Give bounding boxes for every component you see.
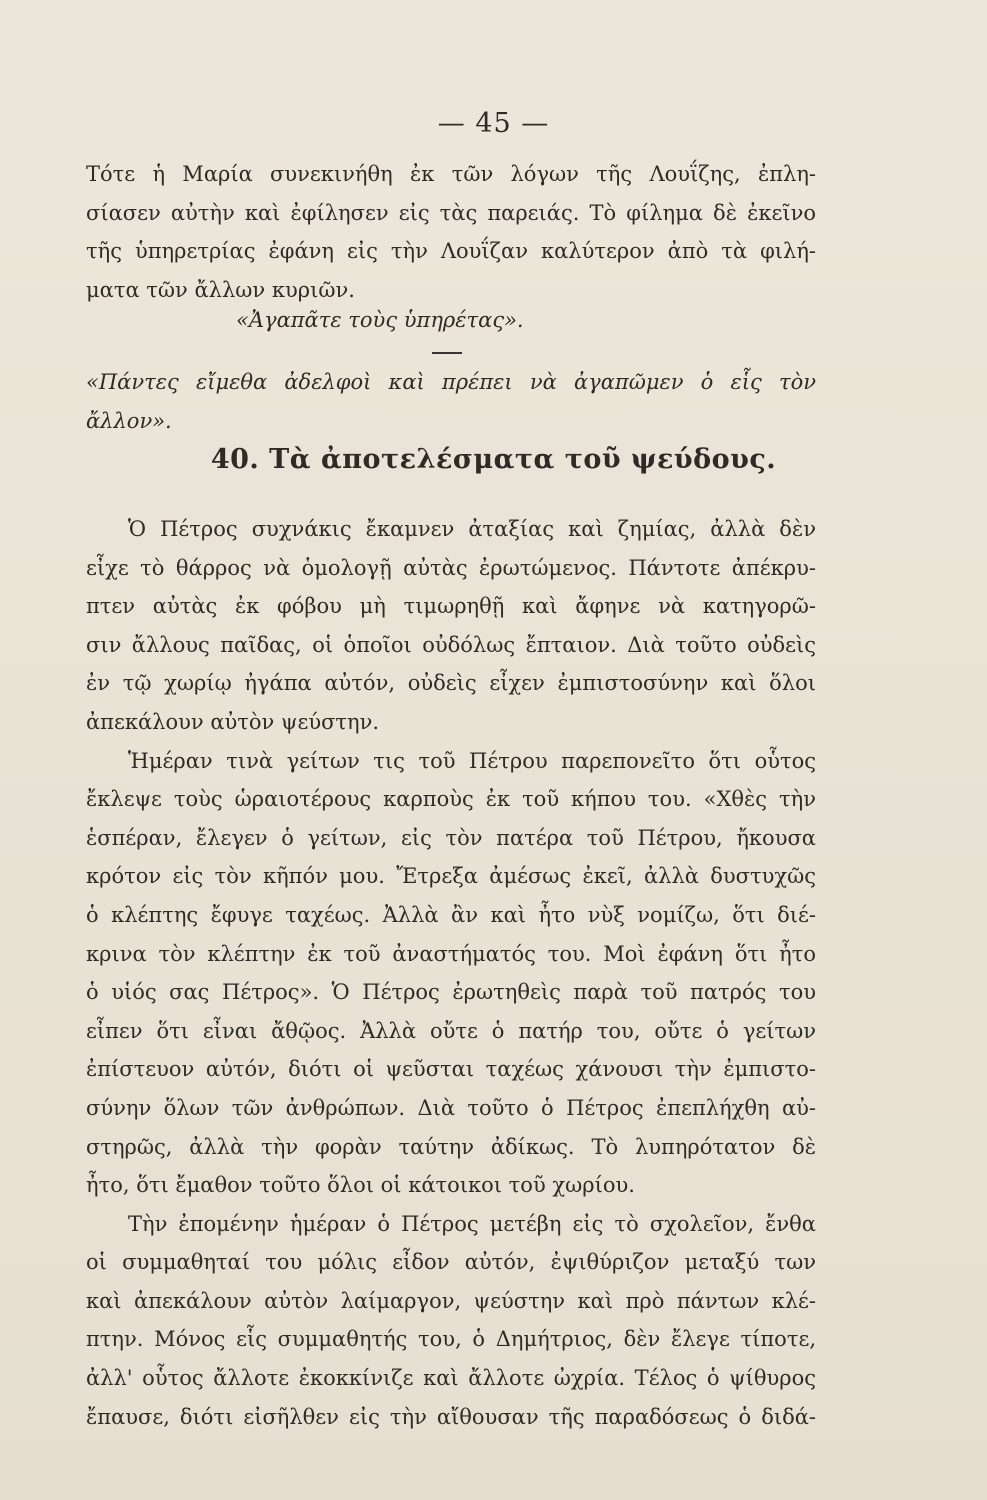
text-line: πτεν αὐτὰς ἐκ φόβου μὴ τιμωρηθῇ καὶ ἄφηνε νὰ κατηγορῶ-: [86, 594, 816, 619]
text-line: Ὁ Πέτρος συχνάκις ἔκαμνεν ἀταξίας καὶ ζημίας, ἀλλὰ δὲν: [128, 517, 816, 541]
text-line: ἦτο, ὅτι ἔμαθον τοῦτο ὅλοι οἱ κάτοικοι τοῦ χωρίου.: [86, 1173, 635, 1198]
text-line: ὁ υἱός σας Πέτρος». Ὁ Πέτρος ἐρωτηθεὶς παρὰ τοῦ πατρός του: [86, 980, 816, 1005]
section-heading: 40. Τὰ ἀποτελέσματα τοῦ ψεύδους.: [210, 444, 777, 475]
text-line: ἔκλεψε τοὺς ὡραιοτέρους καρποὺς ἐκ τοῦ κήπου του. «Χθὲς τὴν: [86, 787, 816, 812]
page-number: — 45 —: [437, 108, 550, 139]
text-line: εἶπεν ὅτι εἶναι ἄθῷος. Ἀλλὰ οὔτε ὁ πατήρ του, οὔτε ὁ γείτων: [86, 1018, 816, 1043]
text-line: σύνην ὅλων τῶν ἀνθρώπων. Διὰ τοῦτο ὁ Πέτρος ἐπεπλήχθη αὐ-: [86, 1095, 816, 1120]
text-line: Τότε ἡ Μαρία συνεκινήθη ἐκ τῶν λόγων τῆς Λουΐζης, ἐπλη-: [86, 162, 816, 186]
text-line: ἔπαυσε, διότι εἰσῆλθεν εἰς τὴν αἴθουσαν τῆς παραδόσεως ὁ διδά-: [86, 1404, 816, 1429]
text-line: εἶχε τὸ θάρρος νὰ ὁμολογῇ αὐτὰς ἐρωτώμενος. Πάντοτε ἀπέκρυ-: [86, 555, 816, 580]
text-line: πτην. Μόνος εἷς συμμαθητής του, ὁ Δημήτριος, δὲν ἔλεγε τίποτε,: [86, 1327, 816, 1352]
text-line: Ἡμέραν τινὰ γείτων τις τοῦ Πέτρου παρεπονεῖτο ὅτι οὗτος: [128, 748, 816, 773]
paragraph-1: [86, 155, 816, 309]
motto-text: [86, 363, 816, 440]
motto-title: «Ἀγαπᾶτε τοὺς ὑπηρέτας».: [236, 308, 524, 332]
text-line: ἑσπέραν, ἔλεγεν ὁ γείτων, εἰς τὸν πατέρα τοῦ Πέτρου, ἤκουσα: [86, 825, 816, 850]
text-line: σίασεν αὐτὴν καὶ ἐφίλησεν εἰς τὰς παρειάς. Τὸ φίλημα δὲ ἐκεῖνο: [86, 200, 816, 225]
text-line: ἀλλ' οὗτος ἄλλοτε ἐκοκκίνιζε καὶ ἄλλοτε ὠχρία. Τέλος ὁ ψίθυρος: [86, 1366, 816, 1391]
text-line: «Πάντες εἴμεθα ἀδελφοὶ καὶ πρέπει νὰ ἀγαπῶμεν ὁ εἷς τὸν: [86, 370, 816, 394]
text-line: ἀπεκάλουν αὐτὸν ψεύστην.: [86, 709, 380, 734]
text-line: Τὴν ἐπομένην ἡμέραν ὁ Πέτρος μετέβη εἰς τὸ σχολεῖον, ἔνθα: [128, 1211, 816, 1236]
body-text: [86, 510, 816, 1436]
text-line: στηρῶς, ἀλλὰ τὴν φορὰν ταύτην ἀδίκως. Τὸ λυπηρότατον δὲ: [86, 1134, 816, 1159]
text-line: ἐν τῷ χωρίῳ ἠγάπα αὐτόν, οὐδεὶς εἶχεν ἐμπιστοσύνην καὶ ὅλοι: [86, 671, 816, 696]
text-line: σιν ἄλλους παῖδας, οἱ ὁποῖοι οὐδόλως ἔπταιον. Διὰ τοῦτο οὐδεὶς: [86, 632, 816, 657]
text-line: ἄλλον».: [86, 408, 172, 433]
text-line: οἱ συμμαθηταί του μόλις εἶδον αὐτόν, ἐψιθύριζον μεταξύ των: [86, 1250, 816, 1275]
divider-rule: [432, 352, 462, 354]
text-line: ὁ κλέπτης ἔφυγε ταχέως. Ἀλλὰ ἂν καὶ ἦτο νὺξ νομίζω, ὅτι διέ-: [86, 902, 816, 927]
text-line: ματα τῶν ἄλλων κυριῶν.: [86, 277, 355, 302]
text-line: κρότον εἰς τὸν κῆπόν μου. Ἔτρεξα ἀμέσως ἐκεῖ, ἀλλὰ δυστυχῶς: [86, 864, 816, 889]
text-line: καὶ ἀπεκάλουν αὐτὸν λαίμαργον, ψεύστην καὶ πρὸ πάντων κλέ-: [86, 1288, 816, 1313]
text-line: κρινα τὸν κλέπτην ἐκ τοῦ ἀναστήματός του. Μοὶ ἐφάνη ὅτι ἦτο: [86, 941, 816, 966]
text-line: ἐπίστευον αὐτόν, διότι οἱ ψεῦσται ταχέως χάνουσι τὴν ἐμπιστο-: [86, 1057, 816, 1082]
text-line: τῆς ὑπηρετρίας ἐφάνη εἰς τὴν Λουΐζαν καλύτερον ἀπὸ τὰ φιλή-: [86, 239, 816, 264]
